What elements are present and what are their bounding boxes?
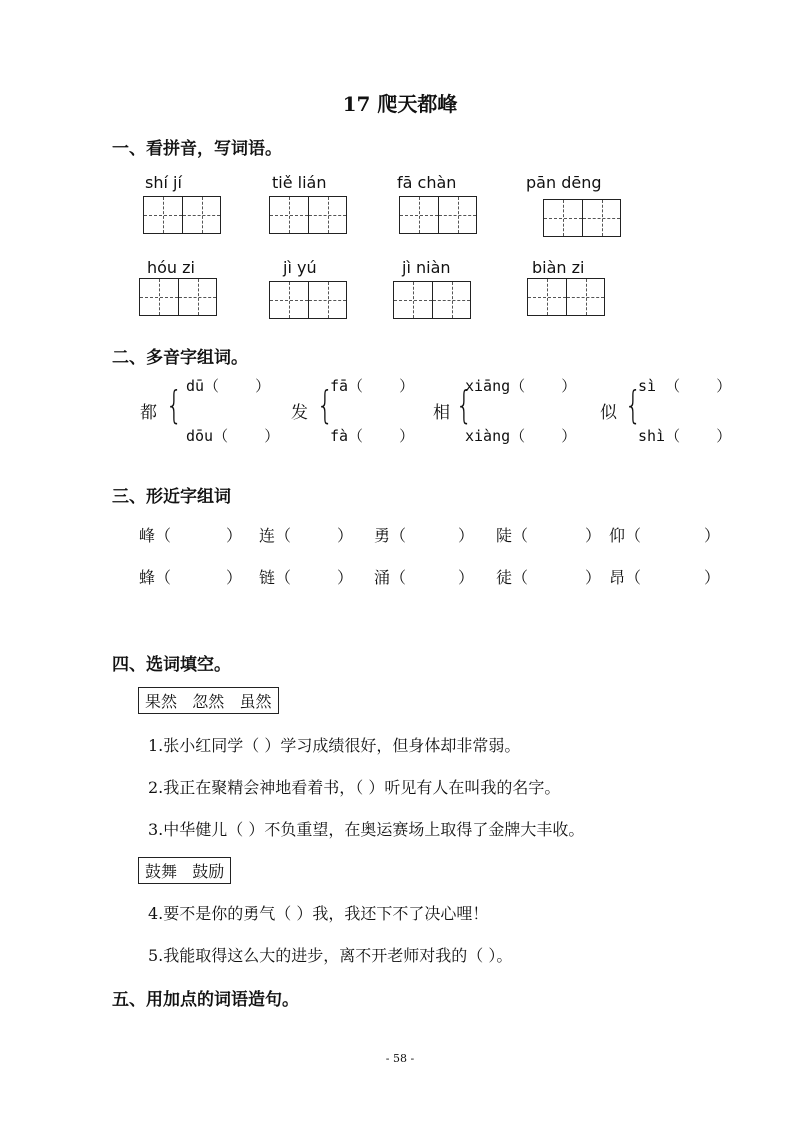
polyphonic-char-3: 相 <box>433 403 450 423</box>
pinyin-3: fā chàn <box>397 173 457 192</box>
similar-paren: ） <box>585 526 602 545</box>
similar-char-10[interactable]: 昂（ <box>609 568 642 587</box>
similar-paren: ） <box>458 526 475 545</box>
writing-grid-5[interactable] <box>139 278 217 316</box>
word-choice-box-1: 果然 忽然 虽然 <box>138 687 279 714</box>
section-2-heading: 二、多音字组词。 <box>112 348 248 368</box>
writing-grid-4[interactable] <box>543 199 621 237</box>
writing-grid-2[interactable] <box>269 196 347 234</box>
section-3-heading: 三、形近字组词 <box>112 487 231 507</box>
sentence-3[interactable]: 3.中华健儿（ ）不负重望，在奥运赛场上取得了金牌大丰收。 <box>148 820 585 839</box>
sentence-4[interactable]: 4.要不是你的勇气（ ）我，我还下不了决心哩！ <box>148 904 489 923</box>
pinyin-2: tiě lián <box>272 173 327 192</box>
similar-paren: ） <box>337 526 354 545</box>
polyphonic-3-top[interactable]: xiāng（ ） <box>465 377 577 395</box>
pinyin-4: pān dēng <box>526 173 602 192</box>
similar-char-2[interactable]: 连（ <box>259 526 292 545</box>
pinyin-5: hóu zi <box>147 258 195 277</box>
similar-paren: ） <box>458 568 475 587</box>
similar-paren: ） <box>704 568 721 587</box>
polyphonic-4-top[interactable]: sì （ ） <box>638 377 732 395</box>
similar-char-9[interactable]: 徒（ <box>496 568 529 587</box>
similar-paren: ） <box>585 568 602 587</box>
page-number: - 58 - <box>385 1052 415 1065</box>
similar-char-5[interactable]: 仰（ <box>609 526 642 545</box>
writing-grid-7[interactable] <box>393 281 471 319</box>
writing-grid-8[interactable] <box>527 278 605 316</box>
page-title: 17 爬天都峰 <box>342 92 458 116</box>
polyphonic-char-1: 都 <box>140 403 157 423</box>
polyphonic-1-bottom[interactable]: dōu（ ） <box>186 427 280 445</box>
similar-char-3[interactable]: 勇（ <box>374 526 407 545</box>
polyphonic-4-bottom[interactable]: shì（ ） <box>638 427 732 445</box>
sentence-2[interactable]: 2.我正在聚精会神地看着书，（ ）听见有人在叫我的名字。 <box>148 778 561 797</box>
section-5-heading: 五、用加点的词语造句。 <box>112 990 299 1010</box>
brace-icon: { <box>316 383 334 427</box>
word-choice-box-2: 鼓舞 鼓励 <box>138 857 231 884</box>
similar-paren: ） <box>226 526 243 545</box>
pinyin-7: jì niàn <box>402 258 451 277</box>
sentence-1[interactable]: 1.张小红同学（ ）学习成绩很好，但身体却非常弱。 <box>148 736 521 755</box>
writing-grid-1[interactable] <box>143 196 221 234</box>
writing-grid-3[interactable] <box>399 196 477 234</box>
brace-icon: { <box>455 383 473 427</box>
brace-icon: { <box>165 383 183 427</box>
writing-grid-6[interactable] <box>269 281 347 319</box>
similar-char-8[interactable]: 涌（ <box>374 568 407 587</box>
similar-paren: ） <box>337 568 354 587</box>
pinyin-8: biàn zi <box>532 258 585 277</box>
pinyin-1: shí jí <box>145 173 182 192</box>
similar-paren: ） <box>226 568 243 587</box>
similar-char-4[interactable]: 陡（ <box>496 526 529 545</box>
similar-char-1[interactable]: 峰（ <box>139 526 172 545</box>
polyphonic-2-top[interactable]: fā（ ） <box>330 377 415 395</box>
polyphonic-1-top[interactable]: dū（ ） <box>186 377 271 395</box>
section-4-heading: 四、选词填空。 <box>112 655 231 675</box>
similar-char-6[interactable]: 蜂（ <box>139 568 172 587</box>
brace-icon: { <box>624 383 642 427</box>
polyphonic-3-bottom[interactable]: xiàng（ ） <box>465 427 577 445</box>
polyphonic-char-4: 似 <box>600 403 617 423</box>
similar-char-7[interactable]: 链（ <box>259 568 292 587</box>
similar-paren: ） <box>704 526 721 545</box>
pinyin-6: jì yú <box>283 258 317 277</box>
polyphonic-char-2: 发 <box>291 403 308 423</box>
polyphonic-2-bottom[interactable]: fà（ ） <box>330 427 415 445</box>
sentence-5[interactable]: 5.我能取得这么大的进步，离不开老师对我的（ ）。 <box>148 946 513 965</box>
section-1-heading: 一、看拼音，写词语。 <box>112 139 282 159</box>
